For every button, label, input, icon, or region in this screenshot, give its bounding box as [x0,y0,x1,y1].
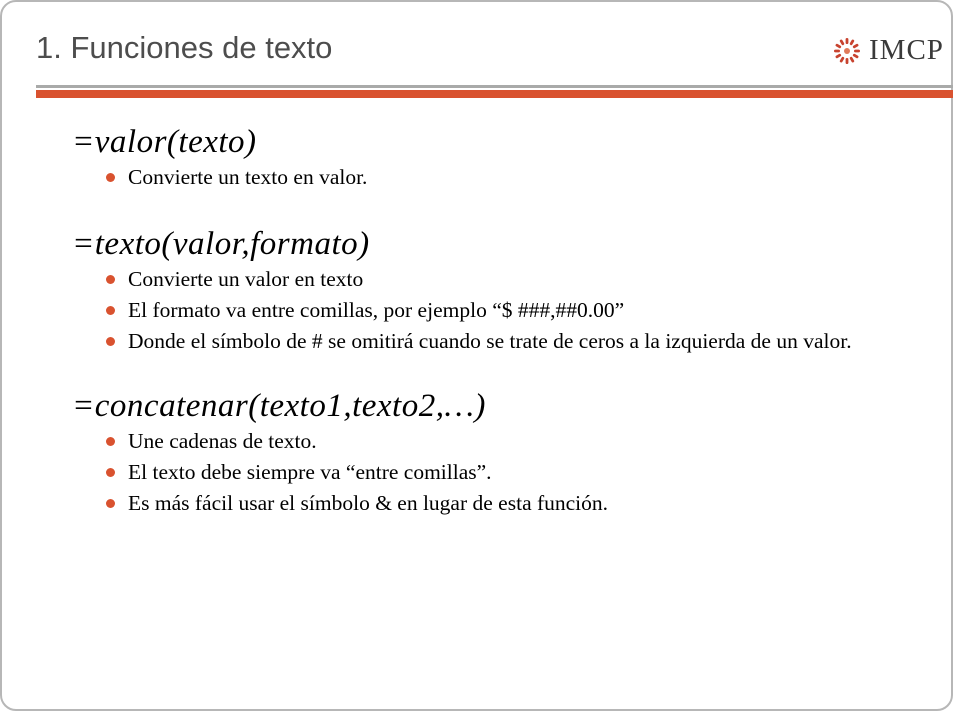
bullet-list [72,428,932,516]
bullet-text: Une cadenas de texto. [128,429,317,453]
title-rule-accent [36,90,953,98]
section-texto [72,222,932,354]
bullet-dot-icon [106,437,115,446]
logo-text: IMCP [869,34,944,66]
bullet-dot-icon [106,468,115,477]
bullet-item [106,459,932,485]
bullet-text: Convierte un texto en valor. [128,165,368,189]
bullet-dot-icon [106,337,115,346]
function-heading: =concatenar(texto1,texto2,…) [72,388,486,424]
function-heading: =valor(texto) [72,124,257,160]
bullet-item [106,328,932,354]
bullet-dot-icon [106,306,115,315]
slide-content [72,120,932,521]
logo [832,34,944,67]
bullet-text: Convierte un valor en texto [128,267,364,291]
bullet-text: El texto debe siempre va “entre comillas”. [128,460,492,484]
bullet-dot-icon [106,499,115,508]
bullet-dot-icon [106,173,115,182]
title-rule-gray [36,85,953,88]
function-heading: =texto(valor,formato) [72,226,370,262]
bullet-item [106,266,932,292]
bullet-item [106,428,932,454]
bullet-text: Es más fácil usar el símbolo & en lugar de esta función. [128,491,609,515]
bullet-item [106,490,932,516]
section-valor [72,120,932,190]
bullet-item [106,297,932,323]
bullet-text: El formato va entre comillas, por ejemplo “$ ###,##0.00” [128,298,625,322]
bullet-text: Donde el símbolo de # se omitirá cuando se trate de ceros a la izquierda de un valor. [128,329,852,353]
section-concatenar [72,384,932,516]
slide-title: 1. Funciones de texto [36,30,333,65]
bullet-list [72,164,932,190]
bullet-dot-icon [106,275,115,284]
bullet-list [72,266,932,354]
bullet-item [106,164,932,190]
imcp-logo-icon [832,36,862,66]
